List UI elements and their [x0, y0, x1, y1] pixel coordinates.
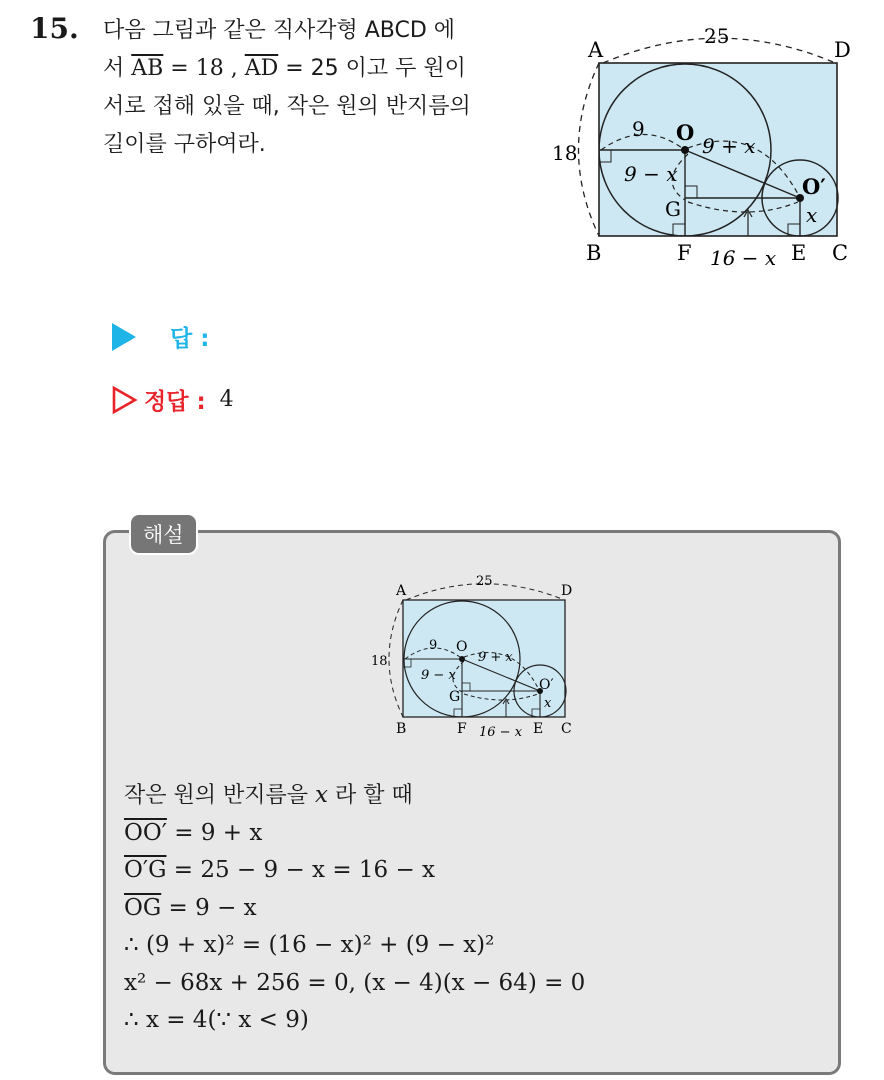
answer-row	[112, 320, 209, 353]
segment-og: $\overline{OG}$	[124, 894, 162, 921]
solution-line-6: x² − 68x + 256 = 0, (x − 4)(x − 64) = 0	[124, 969, 586, 996]
answer-label: 답 :	[170, 326, 210, 352]
solution-line-1: 작은 원의 반지름을 x 라 할 때	[124, 782, 413, 808]
label-d: D	[834, 38, 851, 62]
svg-text:9 − x: 9 − x	[421, 668, 456, 683]
svg-text:E: E	[533, 721, 544, 737]
svg-text:D: D	[561, 583, 573, 599]
svg-text:x: x	[544, 696, 552, 711]
svg-text:B: B	[396, 721, 407, 737]
segment-o-prime-g: O′G	[124, 857, 167, 883]
question-text	[103, 12, 533, 164]
solution-line-2: OO′ = 9 + x	[124, 819, 263, 846]
question-line-2-prefix: 서	[103, 56, 132, 81]
solution-line-5: ∴ (9 + x)² = (16 − x)² + (9 − x)²	[124, 932, 495, 958]
label-b: B	[586, 241, 602, 265]
solution-text	[124, 777, 585, 1040]
label-o-prime: O′	[802, 174, 826, 199]
label-25: 25	[704, 24, 730, 48]
label-e: E	[791, 241, 807, 265]
solution-line-3: O′G = 25 − 9 − x = 16 − x	[124, 857, 436, 883]
svg-text:F: F	[457, 721, 467, 737]
question-line-3: 서로 접해 있을 때, 작은 원의 반지름의	[103, 94, 471, 119]
label-9: 9	[632, 117, 645, 141]
play-triangle-icon	[112, 323, 136, 351]
segment-oo-prime: OO′	[124, 819, 167, 846]
geometry-figure	[548, 22, 851, 272]
question-line-2	[103, 50, 533, 88]
question-line-1: 다음 그림과 같은 직사각형 ABCD 에	[103, 18, 456, 43]
correct-answer-row	[112, 383, 234, 416]
solution-line-7: ∴ x = 4(∵ x < 9)	[124, 1007, 309, 1033]
svg-text:O: O	[456, 639, 468, 655]
label-16-minus-x: 16 − x	[710, 246, 777, 270]
solution-tag: 해설	[129, 513, 198, 555]
play-triangle-outline-icon	[112, 386, 138, 414]
solution-figure	[363, 570, 583, 740]
question-line-4: 길이를 구하여라.	[103, 132, 266, 157]
dim-arc-left	[579, 63, 600, 236]
label-18: 18	[552, 141, 578, 165]
svg-text:16 − x: 16 − x	[479, 725, 523, 740]
label-c: C	[832, 241, 849, 265]
segment-ab: $\overline{AB}$	[131, 56, 164, 81]
solution-line-4: $\overline{OG} = 9 - x$	[124, 894, 257, 921]
label-a: A	[588, 38, 604, 62]
label-9-minus-x: 9 − x	[624, 162, 678, 186]
svg-text:G: G	[449, 689, 461, 705]
label-o: O	[676, 120, 695, 145]
label-f: F	[677, 241, 692, 265]
svg-text:9 + x: 9 + x	[478, 650, 513, 665]
segment-ad: $\overline{AD}$	[244, 56, 279, 81]
question-number: 15.	[30, 12, 79, 45]
label-9-plus-x: 9 + x	[702, 134, 756, 158]
svg-text:A: A	[396, 583, 407, 599]
svg-text:18: 18	[371, 654, 388, 669]
ab-value: = 18 ,	[163, 56, 245, 81]
svg-text:9: 9	[429, 638, 438, 653]
correct-answer-label: 정답 :	[144, 389, 206, 415]
svg-text:25: 25	[476, 574, 493, 589]
correct-answer-value: 4	[219, 387, 234, 412]
label-x: x	[806, 203, 818, 227]
ad-value: = 25 이고 두 원이	[278, 56, 466, 81]
svg-text:O′: O′	[539, 677, 554, 693]
label-g: G	[665, 197, 681, 221]
svg-text:C: C	[561, 721, 572, 737]
